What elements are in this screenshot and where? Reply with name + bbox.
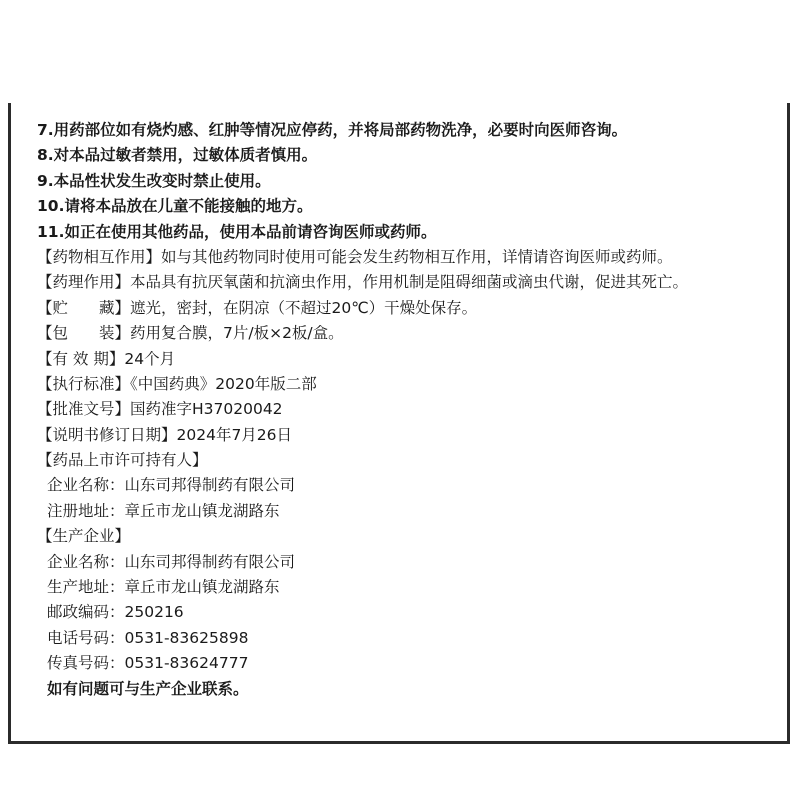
holder-registered-address: 注册地址：章丘市龙山镇龙湖路东 <box>47 501 280 520</box>
warning-item-11: 11.如正在使用其他药品，使用本品前请咨询医师或药师。 <box>37 222 437 241</box>
closing-note: 如有问题可与生产企业联系。 <box>47 679 249 698</box>
section-license-holder: 【药品上市许可持有人】 <box>37 451 208 470</box>
manufacturer-postcode: 邮政编码：250216 <box>47 603 184 622</box>
section-manufacturer: 【生产企业】 <box>37 527 131 546</box>
holder-company-name: 企业名称：山东司邦得制药有限公司 <box>47 476 296 495</box>
section-drug-interactions: 【药物相互作用】如与其他药物同时使用可能会发生药物相互作用，详情请咨询医师或药师。 <box>37 247 673 266</box>
section-standard: 【执行标准】《中国药典》2020年版二部 <box>37 374 317 393</box>
manufacturer-company-name: 企业名称：山东司邦得制药有限公司 <box>47 552 296 571</box>
warning-item-10: 10.请将本品放在儿童不能接触的地方。 <box>37 197 313 216</box>
manufacturer-address: 生产地址：章丘市龙山镇龙湖路东 <box>47 578 280 597</box>
section-approval-number: 【批准文号】国药准字H37020042 <box>37 400 283 419</box>
section-storage: 【贮 藏】遮光，密封，在阴凉（不超过20℃）干燥处保存。 <box>37 298 478 317</box>
manufacturer-phone: 电话号码：0531-83625898 <box>47 628 249 647</box>
section-revision-date: 【说明书修订日期】2024年7月26日 <box>37 425 293 444</box>
warning-item-8: 8.对本品过敏者禁用，过敏体质者慎用。 <box>37 146 318 165</box>
manufacturer-fax: 传真号码：0531-83624777 <box>47 654 249 673</box>
section-pharmacology: 【药理作用】本品具有抗厌氧菌和抗滴虫作用，作用机制是阻碍细菌或滴虫代谢，促进其死亡。 <box>37 273 689 292</box>
warning-item-7: 7.用药部位如有烧灼感、红肿等情况应停药，并将局部药物洗净，必要时向医师咨询。 <box>37 121 628 139</box>
section-packaging: 【包 装】药用复合膜，7片/板×2板/盒。 <box>37 324 344 343</box>
warning-item-9: 9.本品性状发生改变时禁止使用。 <box>37 171 271 190</box>
section-shelf-life: 【有 效 期】24个月 <box>37 349 176 368</box>
leaflet-content <box>37 118 782 702</box>
